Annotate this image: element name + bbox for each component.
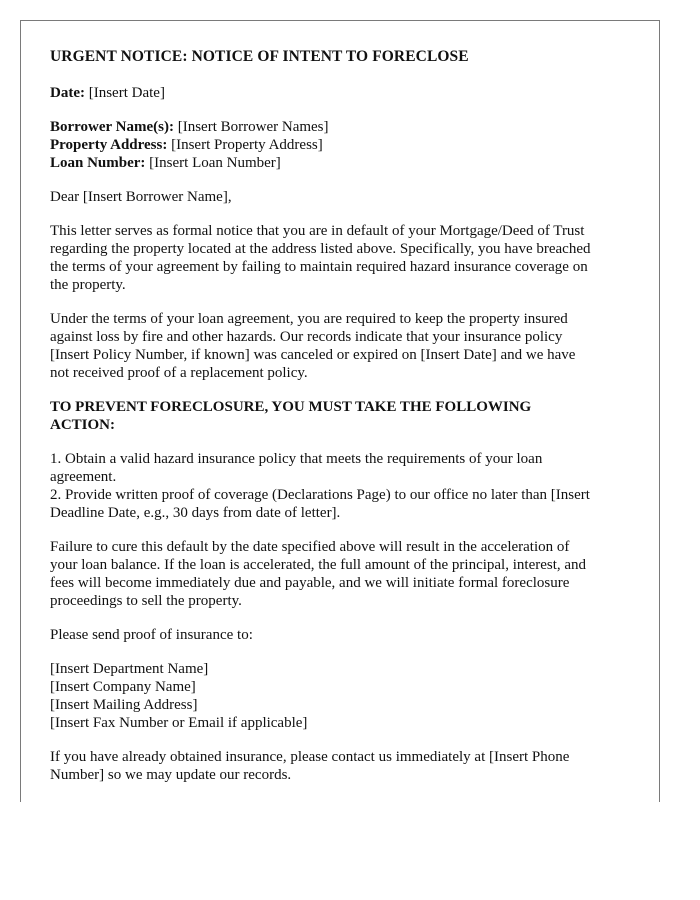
date-value: [Insert Date] bbox=[88, 85, 165, 101]
address-line: [Insert Department Name] bbox=[50, 661, 209, 677]
paragraph-line: fees will become immediately due and payable, and we will initiate formal foreclosure bbox=[50, 575, 570, 591]
paragraph-line: This letter serves as formal notice that you are in default of your Mortgage/Deed of Trust bbox=[50, 223, 585, 239]
date-label: Date: bbox=[50, 85, 85, 101]
paragraph-line: the property. bbox=[50, 277, 126, 293]
paragraph-line: Under the terms of your loan agreement, you are required to keep the property insured bbox=[50, 311, 568, 327]
acceleration-paragraph bbox=[50, 538, 635, 610]
paragraph-line: your loan balance. If the loan is accelerated, the full amount of the principal, interest, and bbox=[50, 557, 587, 573]
date-line bbox=[50, 84, 635, 102]
address-line: [Insert Mailing Address] bbox=[50, 697, 198, 713]
send-to-address bbox=[50, 660, 635, 732]
notice-title: URGENT NOTICE: NOTICE OF INTENT TO FORECLOSE bbox=[50, 48, 469, 65]
paragraph-line: Failure to cure this default by the date specified above will result in the acceleration of bbox=[50, 539, 570, 555]
borrower-label: Borrower Name(s): bbox=[50, 119, 174, 135]
loan-line bbox=[50, 154, 635, 172]
address-line: [Insert Company Name] bbox=[50, 679, 196, 695]
address-line: [Insert Fax Number or Email if applicable] bbox=[50, 715, 308, 731]
paragraph-line: not received proof of a replacement policy. bbox=[50, 365, 308, 381]
list-item: agreement. bbox=[50, 469, 117, 485]
paragraph-line: the terms of your agreement by failing to maintain required hazard insurance coverage on bbox=[50, 259, 588, 275]
heading-line: ACTION: bbox=[50, 417, 116, 433]
list-item: 1. Obtain a valid hazard insurance policy that meets the requirements of your loan bbox=[50, 451, 543, 467]
loan-label: Loan Number: bbox=[50, 155, 146, 171]
paragraph-line: Number] so we may update our records. bbox=[50, 767, 292, 783]
heading-line: TO PREVENT FORECLOSURE, YOU MUST TAKE THE FOLLOWING bbox=[50, 399, 532, 415]
send-to-intro: Please send proof of insurance to: bbox=[50, 627, 253, 643]
borrower-line bbox=[50, 118, 635, 136]
property-line bbox=[50, 136, 635, 154]
list-item: Deadline Date, e.g., 30 days from date of letter]. bbox=[50, 505, 341, 521]
action-list bbox=[50, 450, 635, 522]
paragraph-line: If you have already obtained insurance, please contact us immediately at [Insert Phone bbox=[50, 749, 570, 765]
salutation: Dear [Insert Borrower Name], bbox=[50, 189, 232, 205]
default-paragraph bbox=[50, 222, 635, 294]
insurance-paragraph bbox=[50, 310, 635, 382]
paragraph-line: regarding the property located at the address listed above. Specifically, you have breached bbox=[50, 241, 591, 257]
letter-page bbox=[20, 20, 660, 802]
paragraph-line: [Insert Policy Number, if known] was canceled or expired on [Insert Date] and we have bbox=[50, 347, 576, 363]
action-heading bbox=[50, 398, 635, 434]
borrower-value: [Insert Borrower Names] bbox=[177, 119, 329, 135]
closing-paragraph bbox=[50, 748, 635, 784]
list-item: 2. Provide written proof of coverage (Declarations Page) to our office no later than [Insert bbox=[50, 487, 590, 503]
letter-content bbox=[50, 48, 635, 784]
property-value: [Insert Property Address] bbox=[171, 137, 323, 153]
paragraph-line: against loss by fire and other hazards. Our records indicate that your insurance policy bbox=[50, 329, 563, 345]
paragraph-line: proceedings to sell the property. bbox=[50, 593, 242, 609]
property-label: Property Address: bbox=[50, 137, 168, 153]
loan-value: [Insert Loan Number] bbox=[149, 155, 281, 171]
